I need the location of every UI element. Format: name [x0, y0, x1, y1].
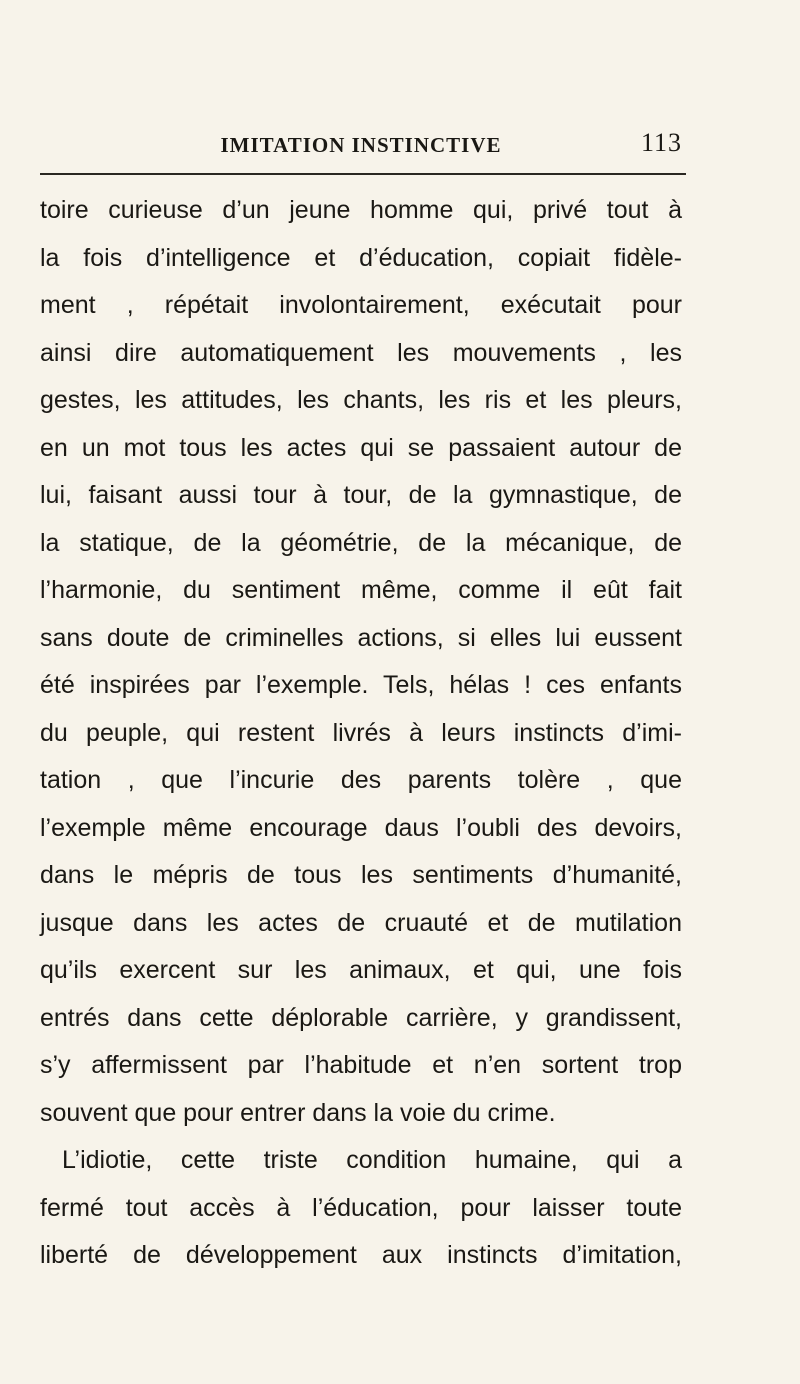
body-text — [40, 187, 682, 1280]
text-line: qu’ils exercent sur les animaux, et qui, une fois — [40, 956, 682, 984]
text-line: fermé tout accès à l’éducation, pour laisser toute — [40, 1193, 682, 1222]
text-line: jusque dans les actes de cruauté et de mutilation — [40, 908, 682, 937]
text-line: gestes, les attitudes, les chants, les ris et les pleurs, — [40, 386, 682, 414]
text-line: du peuple, qui restent livrés à leurs instincts d’imi- — [40, 718, 682, 747]
text-line: sans doute de criminelles actions, si elles lui eussent — [40, 623, 682, 652]
text-line: l’harmonie, du sentiment même, comme il eût fait — [40, 576, 682, 604]
text-line: tation , que l’incurie des parents tolère , que — [40, 766, 682, 794]
text-line: ment , répétait involontairement, exécutait pour — [40, 291, 682, 319]
text-line: lui, faisant aussi tour à tour, de la gymnastique, de — [40, 481, 682, 509]
text-line: l’exemple même encourage daus l’oubli des devoirs, — [40, 813, 682, 842]
text-line: ainsi dire automatiquement les mouvements , les — [40, 338, 682, 367]
text-line: en un mot tous les actes qui se passaient autour de — [40, 433, 682, 462]
text-line: entrés dans cette déplorable carrière, y grandissent, — [40, 1003, 682, 1032]
running-title: IMITATION INSTINCTIVE — [220, 133, 502, 157]
page-number: 113 — [640, 128, 682, 157]
text-line: dans le mépris de tous les sentiments d’humanité, — [40, 861, 682, 889]
text-line: été inspirées par l’exemple. Tels, hélas ! ces enfants — [40, 671, 682, 699]
text-line-paragraph-end: souvent que pour entrer dans la voie du crime. — [40, 1098, 556, 1127]
text-line: toire curieuse d’un jeune homme qui, privé tout à — [40, 196, 682, 224]
text-line: liberté de développement aux instincts d’imitation, — [40, 1241, 682, 1269]
text-line: la statique, de la géométrie, de la mécanique, de — [40, 528, 682, 557]
text-line: s’y affermissent par l’habitude et n’en sortent trop — [40, 1051, 682, 1079]
header-rule — [40, 173, 686, 175]
running-header — [40, 130, 682, 166]
text-line-paragraph-start: L’idiotie, cette triste condition humaine, qui a — [62, 1146, 682, 1174]
text-line: la fois d’intelligence et d’éducation, copiait fidèle- — [40, 243, 682, 272]
